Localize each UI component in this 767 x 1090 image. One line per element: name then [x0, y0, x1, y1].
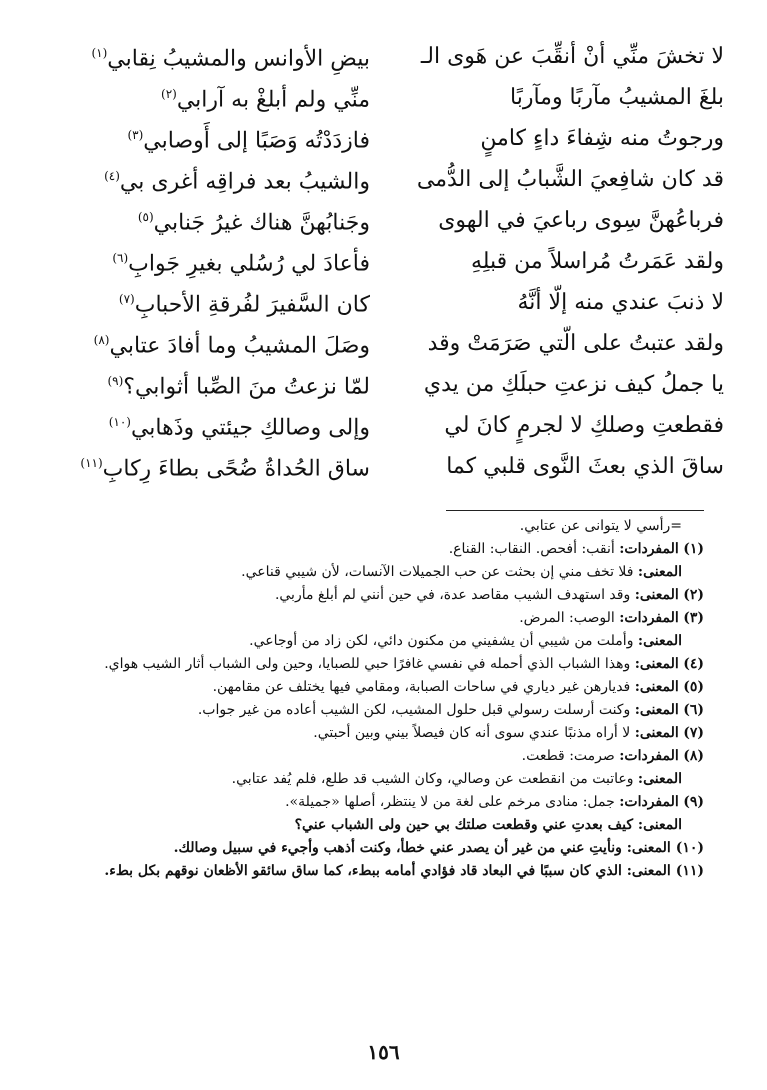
footnote-number: (٦): [683, 702, 704, 718]
hemistich-text: لمّا نزعتُ منَ الصِّبا أثوابي؟: [123, 374, 370, 400]
footnote: [54, 791, 704, 814]
hemistich-text: فأعادَ لي رُسُلي بغيرِ جَوابِ: [128, 251, 370, 277]
verse-first-hemistich: ساقَ الذي بعثَ النَّوى قلبي كما: [446, 454, 724, 479]
footnote-label: المعنى:: [637, 817, 682, 833]
verse-first-hemistich: ولقد عَمَرتُ مُراسلاً من قبلِهِ: [470, 249, 724, 274]
hemistich-text: ساق الحُداةُ ضُحًى بطاءَ رِكابِ: [102, 456, 370, 482]
footnote-text: فلا تخف مني إن بحثت عن حب الجميلات الآنسات، لأن شيبي قناعي.: [241, 564, 634, 580]
verse: [52, 77, 724, 118]
poem: [52, 36, 724, 487]
footnote-label: المفردات:: [619, 610, 679, 626]
footnote-number: (١٠): [675, 840, 704, 856]
footnote: [54, 699, 704, 722]
verse-first-hemistich: لا تخشَ منِّي أنْ أنقِّبَ عن هَوى الـ: [420, 44, 724, 69]
footnotes: [54, 515, 704, 883]
verse-first-hemistich: ولقد عتبتُ على الّتي صَرَمَتْ وقد: [427, 331, 724, 356]
footnote-label: المعنى:: [637, 771, 682, 787]
footnote-label: المعنى:: [637, 633, 682, 649]
footnote-label: المعنى:: [634, 679, 679, 695]
verse-first-hemistich: فرباعُهنَّ سِوى رباعيَ في الهوى: [438, 208, 724, 233]
footnote-text: فديارهن غير دياري في ساحات الصبابة، ومقامي فيها يختلف عن مقامهن.: [212, 679, 631, 695]
hemistich-text: وإلى وصالكِ جيئتي وذَهابي: [130, 415, 370, 441]
footnote-label: المعنى:: [626, 840, 671, 856]
verse: [52, 364, 724, 405]
footnote: [54, 745, 704, 768]
verse-second-hemistich: [52, 156, 370, 202]
footnote: [54, 630, 704, 653]
footnote-text: الذي كان سببًا في البعاد قاد فؤادي أمامه ببطء، كما ساق سائقو الأظعان نوقهم بكل بطء.: [104, 863, 622, 879]
hemistich-text: فازدَدْتُه وَصَبًا إلى أَوصابي: [143, 128, 370, 154]
verse: [52, 118, 724, 159]
verse-second-hemistich: [52, 74, 370, 120]
footnote: [54, 768, 704, 791]
footnote-marker: (١): [91, 46, 108, 61]
footnote-text: وقد استهدف الشيب مقاصد عدة، في حين أنني لم أبلغ مأربي.: [274, 587, 631, 603]
footnote-marker: (٣): [127, 128, 144, 143]
footnote-label: المعنى:: [634, 587, 679, 603]
verse: [52, 241, 724, 282]
footnote: [54, 676, 704, 699]
footnote-marker: (٧): [118, 292, 135, 307]
verse-first-hemistich: بلغَ المشيبُ مآربًا ومآربًا: [510, 85, 724, 110]
footnote: [54, 653, 704, 676]
footnote-text: لا أراه مذنبًا عندي سوى أنه كان فيصلاً بيني وبين أحبتي.: [313, 725, 631, 741]
verse: [52, 446, 724, 487]
verse: [52, 323, 724, 364]
verse-second-hemistich: [52, 402, 370, 448]
verse-first-hemistich: قد كان شافِعيَ الشَّبابُ إلى الدُّمى: [416, 167, 724, 192]
hemistich-text: وجَنابُهنَّ هناك غيرُ جَنابي: [153, 210, 370, 236]
footnote-label: المعنى:: [637, 564, 682, 580]
verse-second-hemistich: [52, 197, 370, 243]
footnote-text: أنقب: أفحص. النقاب: القناع.: [448, 541, 615, 557]
footnote: [54, 837, 704, 860]
footnote: [54, 561, 704, 584]
verse-second-hemistich: [52, 320, 370, 366]
hemistich-text: بيضِ الأوانس والمشيبُ نِقابي: [107, 46, 370, 72]
verse: [52, 282, 724, 323]
footnote-label: المفردات:: [619, 541, 679, 557]
footnote-marker: (٤): [104, 169, 120, 184]
footnote-number: (٨): [683, 748, 704, 764]
verse-second-hemistich: [52, 443, 370, 489]
footnote: [54, 814, 704, 837]
footnote-text: الوصب: المرض.: [519, 610, 615, 626]
footnote: [54, 607, 704, 630]
footnote: [54, 584, 704, 607]
footnote: [54, 538, 704, 561]
footnote-number: (١١): [675, 863, 704, 879]
verse-second-hemistich: [52, 33, 370, 79]
footnote-number: (٥): [683, 679, 704, 695]
verse-second-hemistich: [52, 238, 370, 284]
page-number: ١٥٦: [367, 1040, 400, 1064]
footnote-label: المعنى:: [634, 656, 679, 672]
footnote-text: صرمت: قطعت.: [521, 748, 615, 764]
footnote-text: جمل: منادى مرخم على لغة من لا ينتظر، أصلها «جميلة».: [285, 794, 615, 810]
footnote-number: (١): [683, 541, 704, 557]
footnote-text: وعاتبت من انقطعت عن وصالي، وكان الشيب قد طلع، فلم يُفد عتابي.: [231, 771, 634, 787]
footnote-label: المفردات:: [619, 748, 679, 764]
footnote-text: =رأسي لا يتوانى عن عتابي.: [519, 518, 682, 534]
footnote: [54, 860, 704, 883]
verse-first-hemistich: يا جملُ كيف نزعتِ حبلَكِ من يدي: [423, 372, 724, 397]
footnote-text: وهذا الشباب الذي أحمله في نفسي غافرًا حبي للصبايا، وحين ولى الشباب أثار الشيب هواي.: [104, 656, 631, 672]
footnote-number: (٣): [683, 610, 704, 626]
footnote-number: (٧): [683, 725, 704, 741]
footnote-label: المفردات:: [619, 794, 679, 810]
verse: [52, 200, 724, 241]
verse-second-hemistich: [52, 361, 370, 407]
footnote-marker: (٩): [107, 374, 124, 389]
footnote: [54, 722, 704, 745]
footnote-marker: (٥): [137, 210, 154, 225]
verse: [52, 159, 724, 200]
verse-first-hemistich: لا ذنبَ عندي منه إلّا أنَّهُ: [517, 290, 724, 315]
verse-first-hemistich: ورجوتُ منه شِفاءَ داءٍ كامنٍ: [480, 126, 724, 151]
footnote-text: وأملت من شيبي أن يشفيني من مكنون دائي، لكن زاد من أوجاعي.: [249, 633, 634, 649]
footnote-marker: (١١): [80, 456, 103, 471]
hemistich-text: والشيبُ بعد فراقِه أغرى بي: [119, 169, 370, 195]
footnote-separator: [446, 510, 704, 511]
footnote-label: المعنى:: [634, 725, 679, 741]
footnote-marker: (٢): [161, 87, 177, 102]
footnote-text: ونأيتِ عني من غير أن يصدر عني خطأ، وكنت أذهب وأجيء في سبيل وصالك.: [173, 840, 622, 856]
hemistich-text: منِّي ولم أبلغْ به آرابي: [176, 87, 370, 113]
hemistich-text: وصَلَ المشيبُ وما أفادَ عتابي: [109, 333, 370, 359]
verse: [52, 405, 724, 446]
hemistich-text: كان السَّفيرَ لفُرقةِ الأحبابِ: [134, 292, 370, 318]
footnote-label: المعنى:: [626, 863, 671, 879]
footnote-marker: (٦): [112, 251, 129, 266]
footnote-marker: (٨): [93, 333, 110, 348]
verse: [52, 36, 724, 77]
footnote-label: المعنى:: [634, 702, 679, 718]
footnote-number: (٢): [683, 587, 704, 603]
footnote-continuation: [54, 515, 704, 538]
footnote-number: (٤): [683, 656, 704, 672]
footnote-text: وكنت أرسلت رسولي قبل حلول المشيب، لكن الشيب أعاده من غير جواب.: [197, 702, 631, 718]
verse-second-hemistich: [52, 115, 370, 161]
footnote-marker: (١٠): [108, 415, 131, 430]
verse-first-hemistich: فقطعتِ وصلكِ لا لجرمٍ كانَ لي: [444, 413, 724, 438]
verse-second-hemistich: [52, 279, 370, 325]
footnote-text: كيف بعدتِ عني وقطعت صلتك بي حين ولى الشباب عني؟: [294, 817, 634, 833]
footnote-number: (٩): [683, 794, 704, 810]
